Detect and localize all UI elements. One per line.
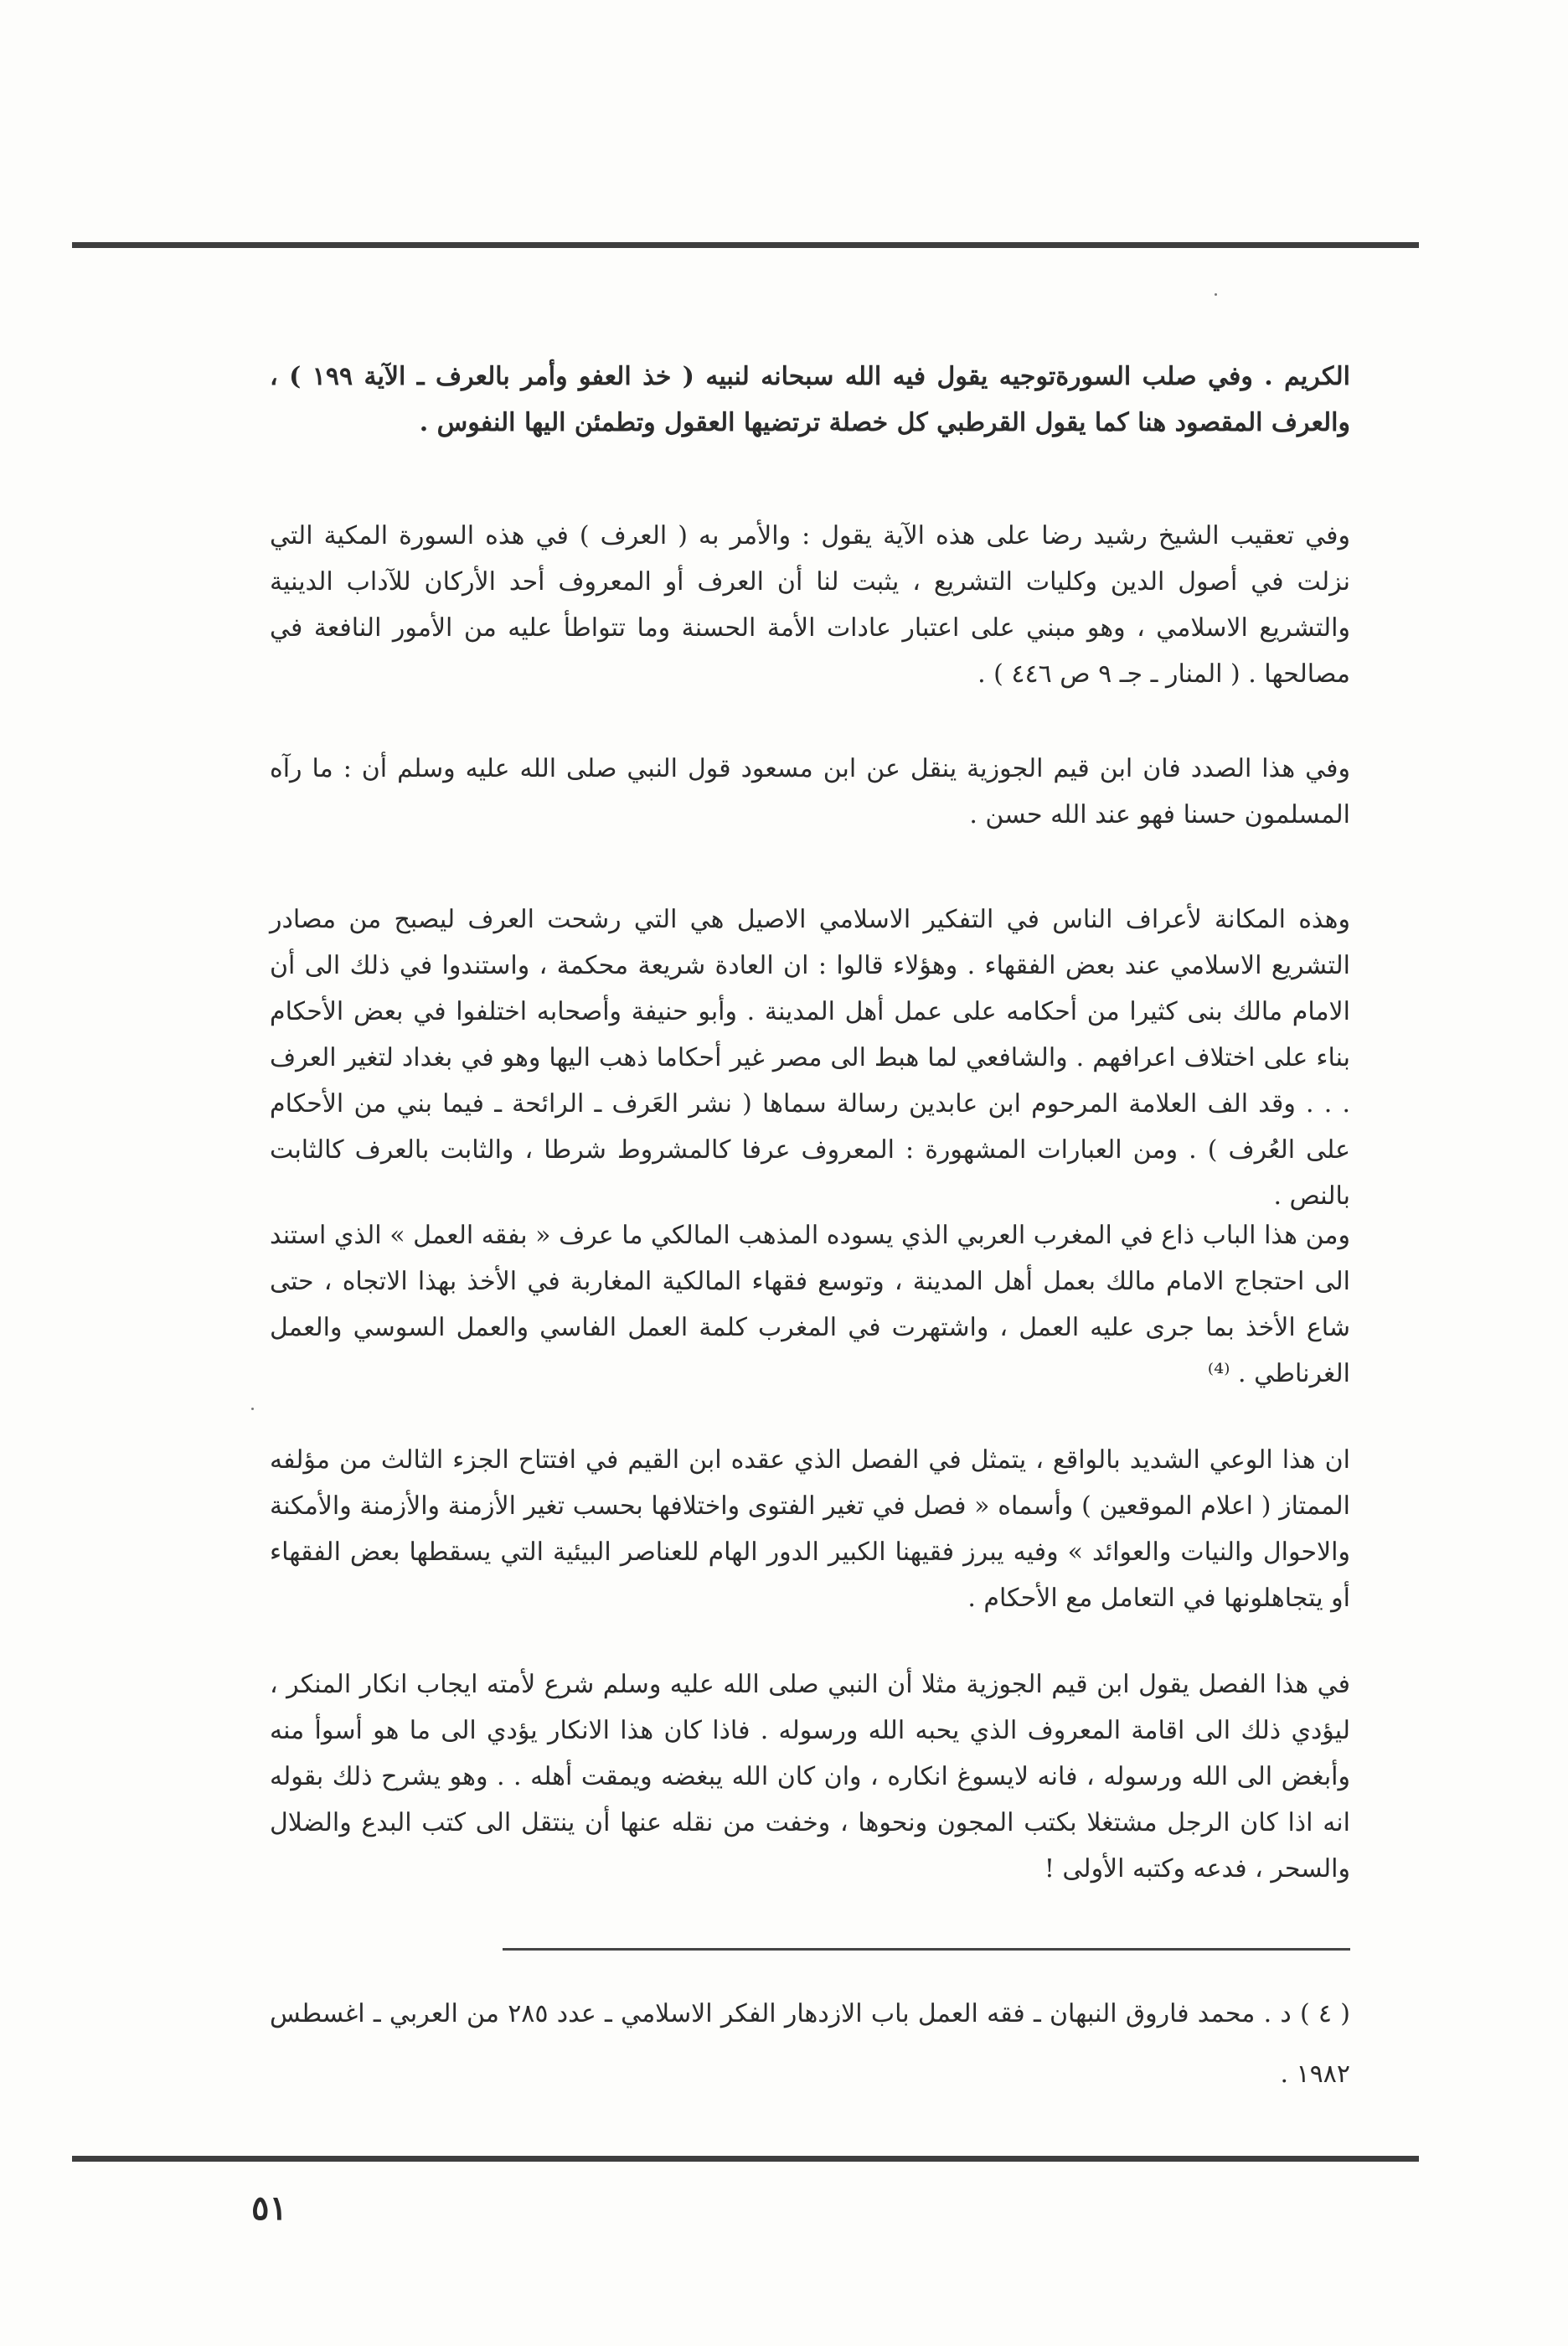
scan-speck: [251, 1408, 254, 1410]
paragraph-7: [270, 1661, 1350, 1892]
paragraph-text: وفي هذا الصدد فان ابن قيم الجوزية ينقل عن ابن مسعود قول النبي صلى الله عليه وسلم أن : ما رآه المسلمون حسنا فهو عند الله حسن .: [270, 754, 1350, 829]
paragraph-text: وفي تعقيب الشيخ رشيد رضا على هذه الآية يقول : والأمر به ( العرف ) في هذه السورة المكية التي نزلت في أصول الدين وكليات التشريع ، يثبت لنا أن العرف أو المعروف أحد الأركان للآداب الدينية والتشريع الاسلامي ، وهو مبني على اعتبار عادات الأمة الحسنة وما تتواطأ عليه من الأمور النافعة في مصالحها . ( المنار ـ جـ ٩ ص ٤٤٦ ) .: [270, 521, 1350, 689]
paragraph-6: [270, 1437, 1350, 1621]
bottom-rule: [72, 2156, 1419, 2162]
footnote-text: ( ٤ ) د . محمد فاروق النبهان ـ فقه العمل باب الازدهار الفكر الاسلامي ـ عدد ٢٨٥ من العربي ـ اغسطس ١٩٨٢ .: [270, 1999, 1350, 2089]
paragraph-5: [270, 1212, 1350, 1397]
paragraph-1: [270, 354, 1350, 446]
paragraph-4: [270, 897, 1350, 1219]
footnote: [270, 1984, 1350, 2105]
paragraph-text: الكريم . وفي صلب السورةتوجيه يقول فيه الله سبحانه لنبيه ( خذ العفو وأمر بالعرف ـ الآية ١٩٩ ) ، والعرف المقصود هنا كما يقول القرطبي كل خصلة ترتضيها العقول وتطمئن اليها النفوس .: [270, 362, 1350, 437]
paragraph-text: ومن هذا الباب ذاع في المغرب العربي الذي يسوده المذهب المالكي ما عرف « بفقه العمل » الذي استند الى احتجاج الامام مالك بعمل أهل المدينة ، وتوسع فقهاء المالكية المغاربة في الأخذ بهذا الاتجاه ، حتى شاع الأخذ بما جرى عليه العمل ، واشتهرت في المغرب كلمة العمل الفاسي والعمل السوسي والعمل الغرناطي . ⁽⁴⁾: [270, 1221, 1350, 1388]
page-number: ٥١: [251, 2188, 287, 2228]
scan-speck: [1215, 293, 1217, 296]
top-rule: [72, 242, 1419, 248]
paragraph-text: وهذه المكانة لأعراف الناس في التفكير الاسلامي الاصيل هي التي رشحت العرف ليصبح من مصادر التشريع الاسلامي عند بعض الفقهاء . وهؤلاء قالوا : ان العادة شريعة محكمة ، واستندوا في ذلك الى أن الامام مالك بنى كثيرا من أحكامه على عمل أهل المدينة . وأبو حنيفة وأصحابه اختلفوا في بعض الأحكام بناء على اختلاف اعرافهم . والشافعي لما هبط الى مصر غير أحكاما ذهب اليها وهو في بغداد لتغير العرف . . . وقد الف العلامة المرحوم ابن عابدين رسالة سماها ( نشر العَرف ـ الرائحة ـ فيما بني من الأحكام على العُرف ) . ومن العبارات المشهورة : المعروف عرفا كالمشروط شرطا ، والثابت بالعرف كالثابت بالنص .: [270, 905, 1350, 1211]
footnote-separator: [503, 1948, 1350, 1951]
paragraph-2: [270, 513, 1350, 697]
paragraph-text: في هذا الفصل يقول ابن قيم الجوزية مثلا أن النبي صلى الله عليه وسلم شرع لأمته ايجاب انكار المنكر ، ليؤدي ذلك الى اقامة المعروف الذي يحبه الله ورسوله . فاذا كان هذا الانكار يؤدي الى ما هو أسوأ منه وأبغض الى الله ورسوله ، فانه لايسوغ انكاره ، وان كان الله يبغضه ويمقت أهله . . وهو يشرح ذلك بقوله انه اذا كان الرجل مشتغلا بكتب المجون ونحوها ، وخفت من نقله عنها أن ينتقل الى كتب البدع والضلال والسحر ، فدعه وكتبه الأولى !: [270, 1670, 1350, 1884]
paragraph-text: ان هذا الوعي الشديد بالواقع ، يتمثل في الفصل الذي عقده ابن القيم في افتتاح الجزء الثالث من مؤلفه الممتاز ( اعلام الموقعين ) وأسماه « فصل في تغير الفتوى واختلافها بحسب تغير الأزمنة والأزمنة والأمكنة والاحوال والنيات والعوائد » وفيه يبرز فقيهنا الكبير الدور الهام للعناصر البيئية التي يسقطها بعض الفقهاء أو يتجاهلونها في التعامل مع الأحكام .: [270, 1445, 1350, 1613]
paragraph-3: [270, 746, 1350, 838]
